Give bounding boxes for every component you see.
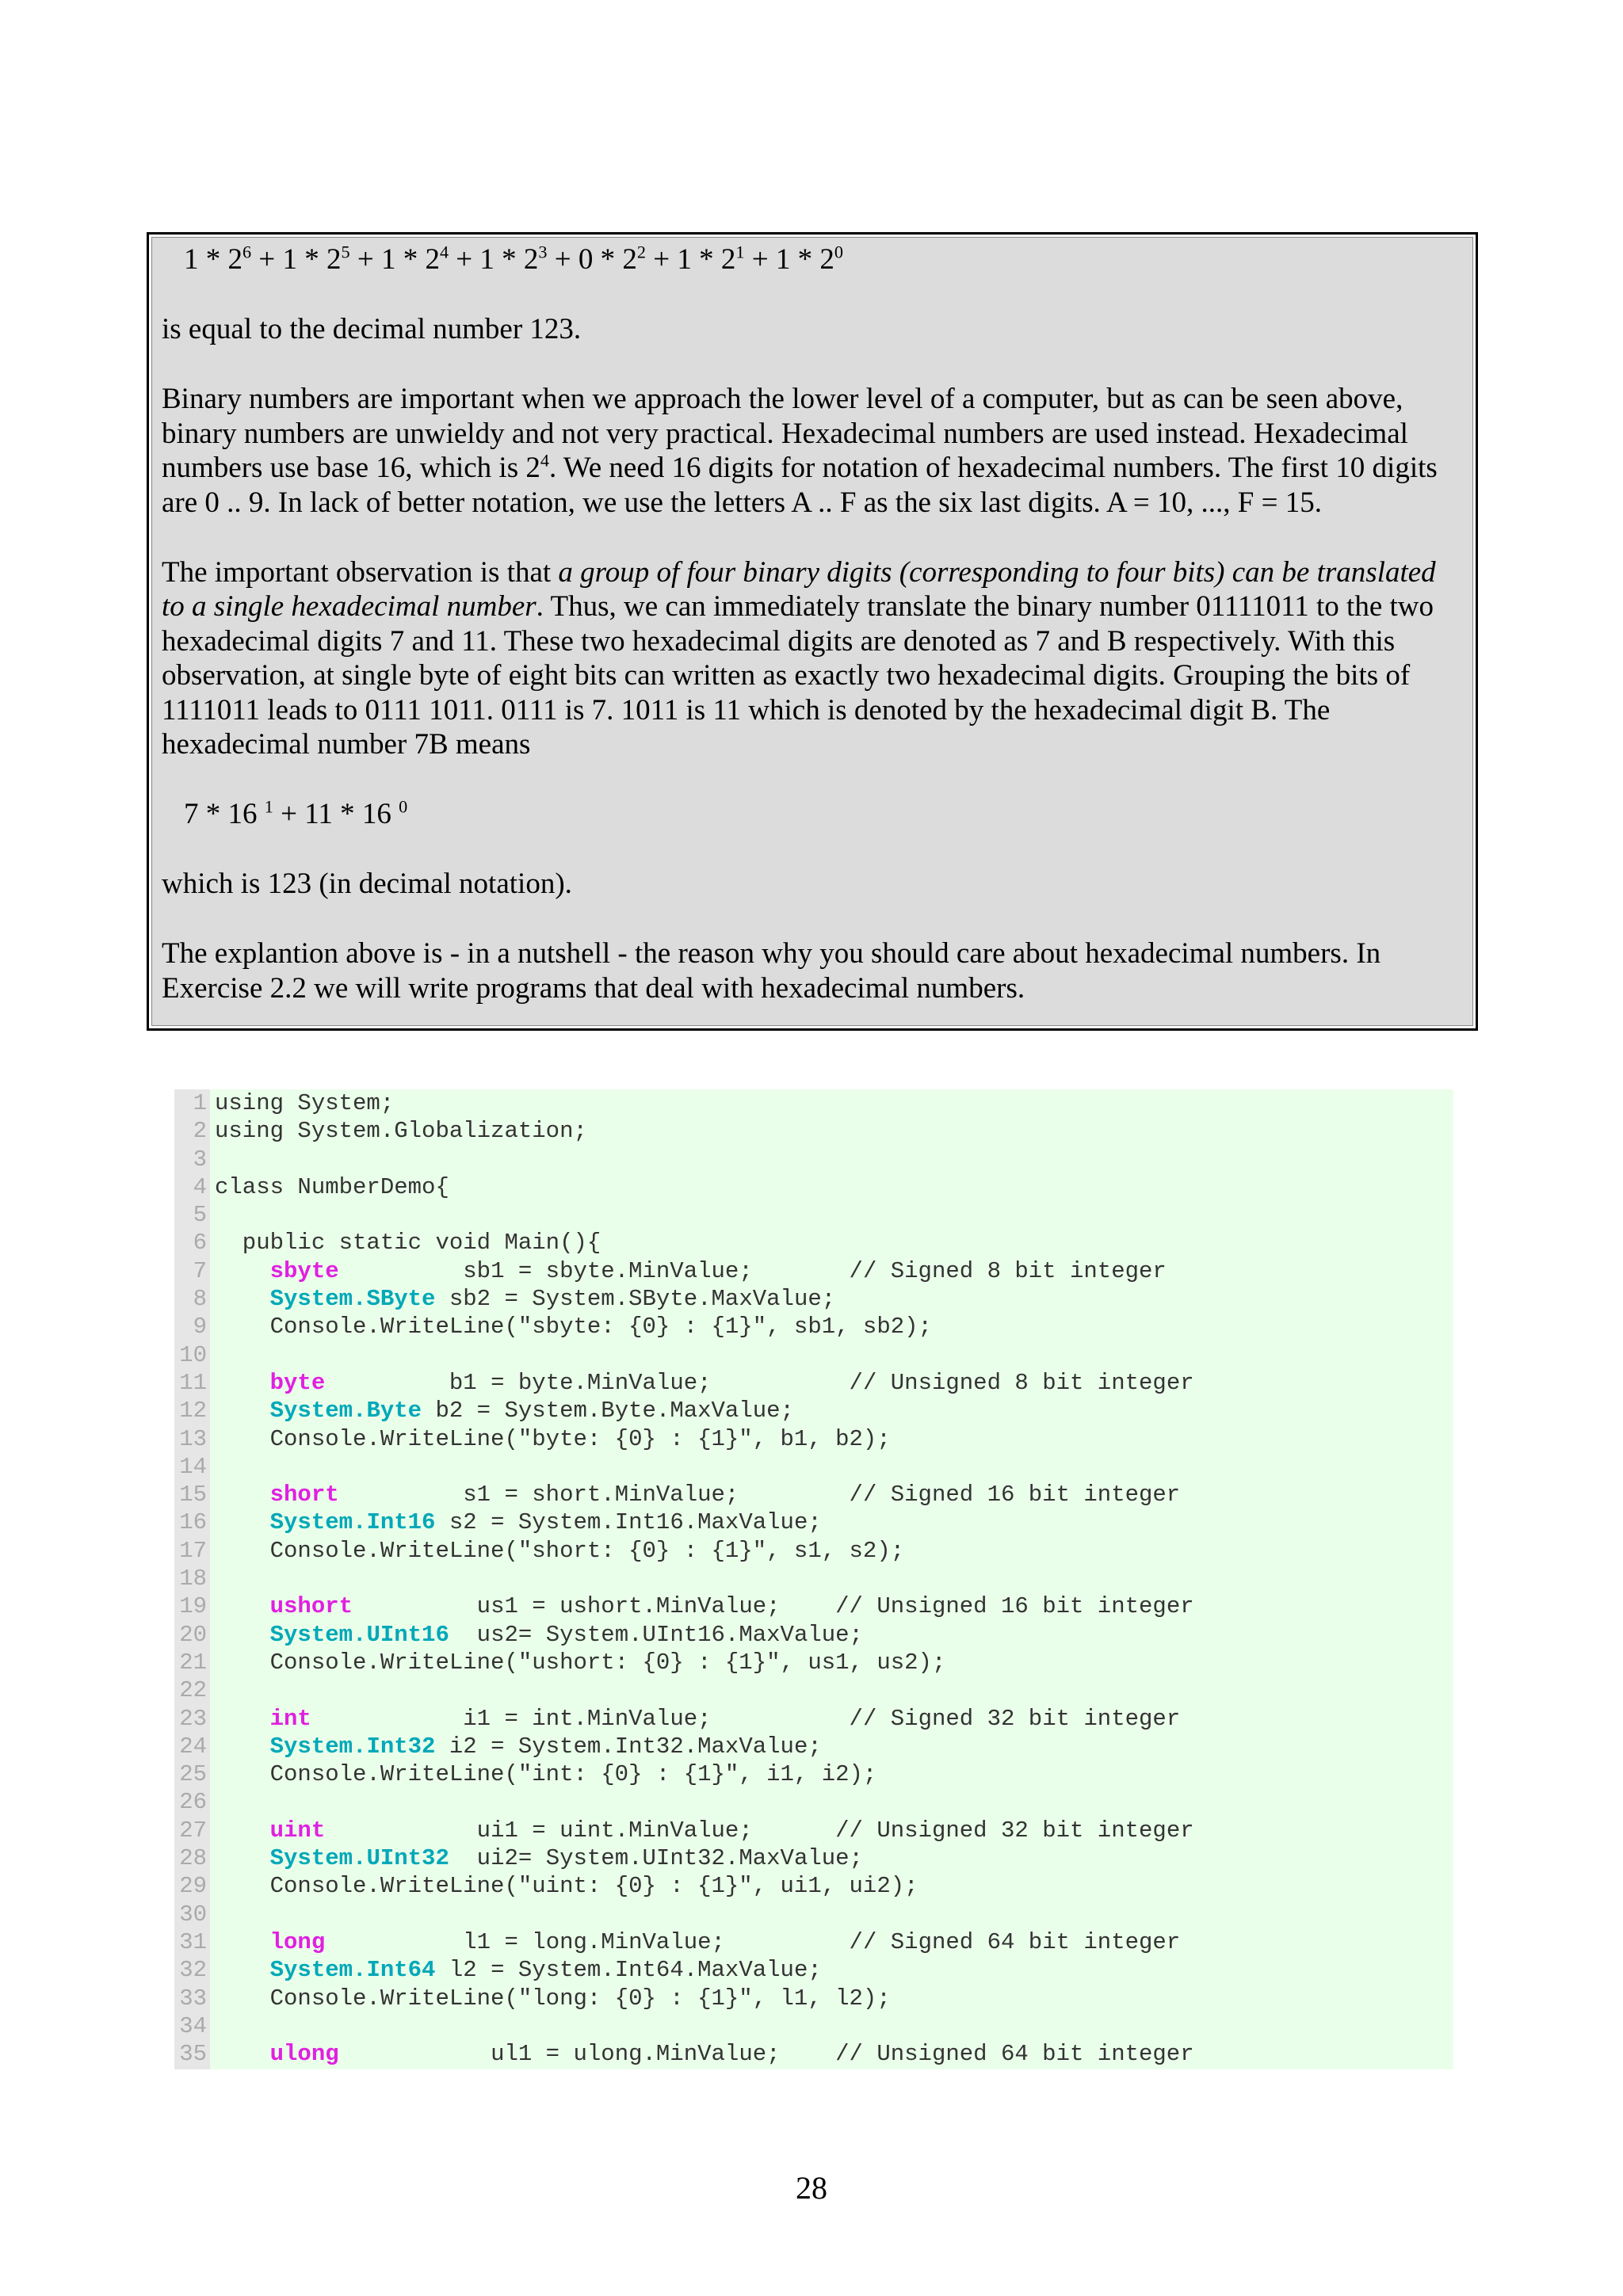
code-text xyxy=(215,1845,270,1871)
code-text xyxy=(215,1370,270,1396)
code-text: Console.WriteLine("uint: {0} : {1}", ui1, ui2); xyxy=(215,1873,918,1900)
line-number: 15 xyxy=(179,1482,207,1508)
formula-term: 1 * 2 xyxy=(479,243,539,276)
formula-exponent: 5 xyxy=(341,242,350,262)
formula-operator: + xyxy=(251,243,283,276)
code-line xyxy=(215,2040,1194,2068)
code-type: System.Int32 xyxy=(269,1733,436,1760)
line-number: 30 xyxy=(179,1901,207,1928)
line-number: 25 xyxy=(179,1761,207,1788)
hex-formula-term-1: 7 * 16 xyxy=(184,798,265,830)
code-line xyxy=(215,1285,1194,1313)
code-line xyxy=(215,1733,1194,1760)
formula-term: 1 * 2 xyxy=(380,243,440,276)
line-number: 2 xyxy=(193,1118,207,1145)
code-line xyxy=(215,1872,1194,1900)
code-line xyxy=(215,1229,1194,1257)
code-type: System.SByte xyxy=(269,1286,436,1313)
code-text: sb1 = sbyte.MinValue; // Signed 8 bit integer xyxy=(338,1257,1167,1284)
code-line xyxy=(215,2012,1194,2040)
line-number: 19 xyxy=(179,1593,207,1620)
observation-text-end: . Thus, we can immediately translate the binary number 01111011 to the two hexadecimal digits 7 and 11. These two hexadecimal digits are denoted as 7 and B respectively. With this observation, at single byte of eight bits can written as exactly two hexadecimal digits. Grouping the bits of 1111011 leads to 0111 1011. 0111 is 7. 1011 is 11 which is denoted by the hexadecimal digit B. The hexadecimal number 7B means xyxy=(162,590,1434,761)
code-text xyxy=(215,1817,270,1844)
code-line xyxy=(215,1760,1194,1788)
line-number: 23 xyxy=(179,1705,207,1732)
line-number: 31 xyxy=(179,1928,207,1955)
line-number: 5 xyxy=(193,1202,207,1229)
formula-operator: + xyxy=(547,243,579,276)
code-line xyxy=(215,1201,1194,1229)
code-keyword: ulong xyxy=(269,2041,339,2068)
code-line xyxy=(215,1173,1194,1201)
code-text: s2 = System.Int16.MaxValue; xyxy=(435,1509,822,1536)
code-text: public static void Main(){ xyxy=(215,1230,601,1257)
hex-formula-exponent-2: 0 xyxy=(399,796,408,817)
code-text: Console.WriteLine("int: {0} : {1}", i1, i2); xyxy=(215,1761,877,1788)
code-text: us2= System.UInt16.MaxValue; xyxy=(449,1621,863,1648)
line-number: 4 xyxy=(193,1173,207,1200)
code-text: Console.WriteLine("short: {0} : {1}", s1, s2); xyxy=(215,1537,905,1564)
code-line xyxy=(215,1705,1194,1733)
paragraph-decimal-notation: which is 123 (in decimal notation). xyxy=(162,868,572,900)
code-text: s1 = short.MinValue; // Signed 16 bit integer xyxy=(338,1482,1181,1508)
code-text xyxy=(215,1258,270,1284)
line-number: 26 xyxy=(179,1789,207,1816)
code-line xyxy=(215,1621,1194,1649)
code-line xyxy=(215,1089,1194,1117)
code-text: us1 = ushort.MinValue; // Unsigned 16 bit integer xyxy=(353,1593,1194,1620)
code-line xyxy=(215,1117,1194,1145)
formula-term: 1 * 2 xyxy=(184,243,242,276)
formula-exponent: 2 xyxy=(636,242,646,262)
code-line xyxy=(215,1956,1194,1984)
formula-operator: + xyxy=(449,243,480,276)
hexadecimal-expansion-formula xyxy=(162,797,1465,832)
line-number: 13 xyxy=(179,1425,207,1452)
line-number-gutter xyxy=(174,1089,210,2069)
line-number: 6 xyxy=(193,1230,207,1257)
code-text xyxy=(215,1957,270,1983)
line-number: 12 xyxy=(179,1398,207,1425)
code-text xyxy=(215,2041,270,2067)
code-text: b1 = byte.MinValue; // Unsigned 8 bit integer xyxy=(325,1369,1194,1396)
line-number: 8 xyxy=(193,1286,207,1313)
line-number: 33 xyxy=(179,1985,207,2012)
code-text xyxy=(215,1706,270,1732)
line-number: 16 xyxy=(179,1509,207,1536)
code-text: using System; xyxy=(215,1090,395,1116)
line-number: 24 xyxy=(179,1733,207,1760)
code-line xyxy=(215,1844,1194,1872)
code-line xyxy=(215,1788,1194,1816)
hex-intro-text-end: . We need 16 digits for notation of hexadecimal numbers. The first 10 digits are 0 .. 9. In lack of better notation, we use the letters A .. F as the six last digits. A = 10, ..., F = 15. xyxy=(162,452,1438,519)
code-text: class NumberDemo{ xyxy=(215,1173,449,1200)
code-text xyxy=(215,1733,270,1760)
code-text: i2 = System.Int32.MaxValue; xyxy=(435,1733,822,1760)
hex-formula-exponent-1: 1 xyxy=(264,796,273,817)
code-line xyxy=(215,1453,1194,1481)
code-type: System.UInt16 xyxy=(269,1621,449,1648)
line-number: 14 xyxy=(179,1453,207,1480)
binary-expansion-formula xyxy=(162,242,1465,277)
code-keyword: uint xyxy=(269,1817,326,1844)
line-number: 28 xyxy=(179,1845,207,1872)
code-text: Console.WriteLine("sbyte: {0} : {1}", sb1, sb2); xyxy=(215,1314,932,1341)
code-listing xyxy=(174,1089,1453,2069)
line-number: 22 xyxy=(179,1677,207,1704)
formula-term: 1 * 2 xyxy=(677,243,736,276)
code-line xyxy=(215,1313,1194,1341)
code-line xyxy=(215,1369,1194,1397)
line-number: 35 xyxy=(179,2041,207,2068)
line-number: 27 xyxy=(179,1817,207,1844)
formula-term: 1 * 2 xyxy=(775,243,834,276)
code-line xyxy=(215,1425,1194,1453)
line-number: 29 xyxy=(179,1873,207,1900)
explanation-box-content xyxy=(151,237,1473,1026)
code-text xyxy=(215,1286,270,1312)
code-line xyxy=(215,1649,1194,1676)
code-line xyxy=(215,1397,1194,1425)
code-line xyxy=(215,1565,1194,1592)
code-text: ui1 = uint.MinValue; // Unsigned 32 bit integer xyxy=(325,1817,1194,1844)
code-line xyxy=(215,1928,1194,1956)
paragraph-observation xyxy=(162,555,1465,762)
formula-exponent: 0 xyxy=(834,242,843,262)
formula-exponent: 6 xyxy=(242,242,252,262)
hex-intro-text: Binary numbers are important when we approach the lower level of a computer, but as can be seen above, binary numbers are unwieldy and not very practical. Hexadecimal numbers are used instead. Hexadecimal numbers use base 16, which is 2 xyxy=(162,383,1408,484)
code-line xyxy=(215,1481,1194,1508)
code-line xyxy=(215,1985,1194,2012)
line-number: 21 xyxy=(179,1649,207,1676)
line-number: 7 xyxy=(193,1257,207,1284)
code-type: System.Byte xyxy=(269,1398,422,1425)
line-number: 18 xyxy=(179,1566,207,1592)
paragraph-hexadecimal-intro xyxy=(162,382,1465,520)
code-type: System.Int16 xyxy=(269,1509,436,1536)
formula-operator: + xyxy=(744,243,776,276)
formula-operator: + xyxy=(645,243,678,276)
line-number: 20 xyxy=(179,1621,207,1648)
code-keyword: short xyxy=(269,1482,339,1508)
line-number: 32 xyxy=(179,1957,207,1984)
code-line xyxy=(215,1817,1194,1844)
code-text: Console.WriteLine("long: {0} : {1}", l1, l2); xyxy=(215,1985,891,2012)
code-type: System.Int64 xyxy=(269,1957,436,1984)
formula-exponent: 1 xyxy=(735,242,745,262)
code-line xyxy=(215,1676,1194,1704)
line-number: 1 xyxy=(193,1090,207,1116)
code-keyword: ushort xyxy=(269,1593,353,1620)
code-text xyxy=(215,1622,270,1648)
code-line xyxy=(215,1537,1194,1565)
line-number: 9 xyxy=(193,1314,207,1341)
observation-emphasis: a group of four binary digits (corresponding to four bits) can be translated to a single hexadecimal number xyxy=(162,555,1436,623)
code-keyword: byte xyxy=(269,1369,326,1396)
code-text: using System.Globalization; xyxy=(215,1118,587,1145)
formula-exponent: 4 xyxy=(439,242,449,262)
line-number: 3 xyxy=(193,1146,207,1173)
line-number: 11 xyxy=(179,1369,207,1396)
hex-intro-exponent: 4 xyxy=(540,450,549,471)
formula-exponent: 3 xyxy=(538,242,548,262)
line-number: 17 xyxy=(179,1537,207,1564)
code-line xyxy=(215,1341,1194,1369)
code-text: ui2= System.UInt32.MaxValue; xyxy=(449,1845,863,1872)
code-text: sb2 = System.SByte.MaxValue; xyxy=(435,1286,836,1313)
line-number: 34 xyxy=(179,2012,207,2039)
source-code xyxy=(210,1089,1194,2069)
page-number: 28 xyxy=(796,2170,827,2206)
formula-operator: + xyxy=(349,243,381,276)
formula-term: 1 * 2 xyxy=(282,243,342,276)
explanation-box xyxy=(147,232,1478,1031)
code-text: b2 = System.Byte.MaxValue; xyxy=(422,1398,794,1425)
code-keyword: int xyxy=(269,1705,311,1732)
code-text xyxy=(215,1398,270,1424)
code-keyword: sbyte xyxy=(269,1257,339,1284)
code-type: System.UInt32 xyxy=(269,1845,449,1872)
code-text xyxy=(215,1593,270,1619)
code-text xyxy=(215,1509,270,1535)
code-text: Console.WriteLine("byte: {0} : {1}", b1, b2); xyxy=(215,1425,891,1452)
paragraph-conclusion: The explantion above is - in a nutshell - the reason why you should care about hexadecimal numbers. In Exercise 2.2 we will write programs that deal with hexadecimal numbers. xyxy=(162,937,1381,1005)
code-text xyxy=(215,1929,270,1955)
code-text: l1 = long.MinValue; // Signed 64 bit integer xyxy=(325,1928,1181,1955)
code-text: l2 = System.Int64.MaxValue; xyxy=(435,1957,822,1984)
code-line xyxy=(215,1508,1194,1536)
code-line xyxy=(215,1901,1194,1928)
code-text: ul1 = ulong.MinValue; // Unsigned 64 bit integer xyxy=(338,2041,1194,2068)
code-line xyxy=(215,1257,1194,1285)
hex-formula-term-2: + 11 * 16 xyxy=(273,798,399,830)
code-text: Console.WriteLine("ushort: {0} : {1}", us1, us2); xyxy=(215,1649,946,1676)
paragraph-decimal-result: is equal to the decimal number 123. xyxy=(162,313,582,345)
formula-term: 0 * 2 xyxy=(578,243,637,276)
code-text: i1 = int.MinValue; // Signed 32 bit integer xyxy=(311,1705,1181,1732)
code-text xyxy=(215,1482,270,1508)
line-number: 10 xyxy=(179,1341,207,1368)
code-keyword: long xyxy=(269,1928,326,1955)
observation-text: The important observation is that xyxy=(162,555,559,589)
code-line xyxy=(215,1146,1194,1173)
code-line xyxy=(215,1592,1194,1620)
